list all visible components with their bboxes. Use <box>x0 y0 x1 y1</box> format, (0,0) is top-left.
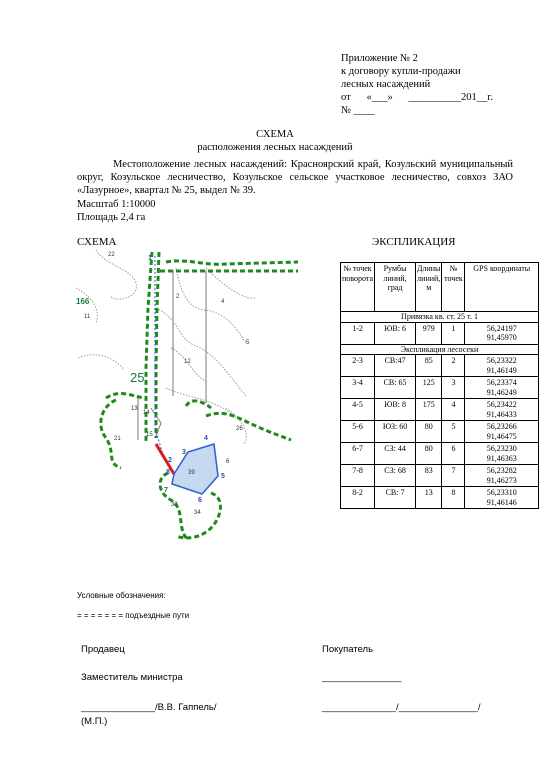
gps-lat: 56,23230 <box>486 444 517 453</box>
cell-pt: 1 <box>442 322 465 344</box>
table-row <box>341 355 539 377</box>
cell-rumb: ЮВ: 6 <box>375 322 416 344</box>
col-header: № точек поворота <box>341 263 375 312</box>
cell-len: 979 <box>416 322 442 344</box>
cell-seg: 7-8 <box>341 465 375 487</box>
location-paragraph: Местоположение лесных насаждений: Красноярский край, Козульский муниципальный округ, Козульское лесничество, Козульское сельское участковое лесничество, совхоз ЗАО «Лазурное», квартал № 25, выдел № 39. <box>77 159 513 196</box>
parcel-label: 2 <box>176 294 180 300</box>
plot-label: 39 <box>188 470 195 476</box>
cell-pt: 8 <box>442 487 465 509</box>
forest-map <box>76 248 298 544</box>
buyer-signature: ______________/_______________/ <box>322 702 481 713</box>
parcel-labels <box>84 252 250 516</box>
table-row <box>341 465 539 487</box>
gps-lon: 91,46146 <box>486 497 517 507</box>
cell-gps <box>465 377 539 399</box>
document-title: СХЕМА <box>256 129 294 140</box>
cell-gps <box>465 465 539 487</box>
cell-seg: 1-2 <box>341 322 375 344</box>
seller-position: Заместитель министра <box>81 672 183 683</box>
cell-seg: 8-2 <box>341 487 375 509</box>
table-row <box>341 377 539 399</box>
gps-lon: 91,46475 <box>486 431 517 441</box>
area-text: Площадь 2,4 га <box>77 212 146 223</box>
parcel-label: 33 <box>171 502 178 508</box>
cell-pt: 2 <box>442 355 465 377</box>
cell-rumb: СЗ: 44 <box>375 443 416 465</box>
point-label: 1 <box>148 255 152 262</box>
gps-lat: 56,24197 <box>486 323 517 333</box>
cutting-plot <box>172 444 218 494</box>
parcel-label: 21 <box>114 436 121 442</box>
seller-label: Продавец <box>81 644 125 655</box>
cell-len: 83 <box>416 465 442 487</box>
cell-len: 80 <box>416 421 442 443</box>
cell-rumb: СВ: 7 <box>375 487 416 509</box>
gps-lat: 56,23322 <box>486 356 517 365</box>
cell-gps <box>465 322 539 344</box>
gps-lon: 91,46249 <box>486 387 517 397</box>
cell-pt: 4 <box>442 399 465 421</box>
cell-len: 80 <box>416 443 442 465</box>
point-label: 7 <box>164 487 168 494</box>
neighbor-quarter: 166 <box>76 297 90 306</box>
cut-section-title: Экспликация лесосеки <box>341 344 539 355</box>
cell-len: 125 <box>416 377 442 399</box>
appendix-contract: к договору купли-продажи <box>341 66 461 77</box>
gps-lat: 56,23282 <box>486 466 517 475</box>
quarter-number: 25 <box>130 370 145 385</box>
cell-pt: 3 <box>442 377 465 399</box>
binding-rows <box>341 322 539 344</box>
cell-len: 13 <box>416 487 442 509</box>
cell-rumb: СВ: 65 <box>375 377 416 399</box>
col-header: Румбы линий, град <box>375 263 416 312</box>
document-subtitle: расположения лесных насаждений <box>197 142 353 153</box>
table-row <box>341 399 539 421</box>
cell-seg: 2-3 <box>341 355 375 377</box>
gps-lat: 56,23422 <box>486 400 517 409</box>
point-label: 2 <box>168 457 172 464</box>
buyer-label: Покупатель <box>322 644 374 655</box>
appendix-header <box>341 52 493 117</box>
stamp-place: (М.П.) <box>81 716 108 727</box>
scheme-label: СХЕМА <box>77 236 117 248</box>
gps-lon: 91,46273 <box>486 475 517 485</box>
col-header: Длины линий, м <box>416 263 442 312</box>
appendix-date: от «___» __________201__г. <box>341 92 493 103</box>
parcel-label: 34 <box>194 510 201 516</box>
cell-rumb: ЮЗ: 60 <box>375 421 416 443</box>
gps-lon: 91,46433 <box>486 409 517 419</box>
table-row <box>341 487 539 509</box>
col-header: GPS координаты <box>465 263 539 312</box>
cell-rumb: СЗ: 68 <box>375 465 416 487</box>
parcel-label: 13 <box>131 406 138 412</box>
cell-seg: 5-6 <box>341 421 375 443</box>
explication-label: ЭКСПЛИКАЦИЯ <box>372 236 456 248</box>
appendix-subject: лесных насаждений <box>341 79 431 90</box>
explication-table <box>340 262 539 509</box>
gps-lon: 91,46363 <box>486 453 517 463</box>
appendix-number: Приложение № 2 <box>341 53 418 64</box>
cell-gps <box>465 399 539 421</box>
cell-len: 85 <box>416 355 442 377</box>
parcel-label: 22 <box>108 252 115 258</box>
parcel-label: 15 <box>146 432 153 438</box>
table-row <box>341 421 539 443</box>
gps-lon: 91,46149 <box>486 365 517 375</box>
scale-text: Масштаб 1:10000 <box>77 199 156 210</box>
cell-len: 175 <box>416 399 442 421</box>
seller-signature: ______________/В.В. Гаппель/ <box>81 702 217 713</box>
parcel-label: 26 <box>236 426 243 432</box>
appendix-doc-number: № ____ <box>341 105 375 116</box>
table-row <box>341 443 539 465</box>
table-row <box>341 322 539 344</box>
cut-rows <box>341 355 539 509</box>
parcel-label: 11 <box>84 314 91 320</box>
parcel-label: 5 <box>246 340 250 346</box>
cell-seg: 3-4 <box>341 377 375 399</box>
parcel-label: 12 <box>184 359 191 365</box>
cell-pt: 5 <box>442 421 465 443</box>
point-label: 5 <box>221 473 225 480</box>
cell-rumb: ЮВ: 8 <box>375 399 416 421</box>
cell-gps <box>465 355 539 377</box>
point-label: 8 <box>166 469 170 476</box>
gps-lat: 56,23374 <box>486 378 517 387</box>
gps-lat: 56,23310 <box>486 488 517 497</box>
table-header-row <box>341 263 539 312</box>
cell-gps <box>465 421 539 443</box>
gps-lon: 91,45970 <box>486 333 517 342</box>
point-label: 3 <box>182 449 186 456</box>
parcel-label: 4 <box>221 299 225 305</box>
buyer-position-line: _______________ <box>322 672 402 683</box>
point-label: 4 <box>204 435 208 442</box>
parcel-label: 14 <box>143 410 150 416</box>
binding-section-title: Привязка кв. ст. 25 т. 1 <box>341 312 539 323</box>
cell-rumb: СВ:47 <box>375 355 416 377</box>
point-label: 6 <box>198 497 202 504</box>
cell-gps <box>465 443 539 465</box>
col-header: № точек <box>442 263 465 312</box>
cell-pt: 6 <box>442 443 465 465</box>
cell-pt: 7 <box>442 465 465 487</box>
legend-item: = = = = = = = подъездные пути <box>77 611 190 620</box>
cell-seg: 4-5 <box>341 399 375 421</box>
legend-title: Условные обозначения: <box>77 591 166 600</box>
parcel-label: 6 <box>226 459 230 465</box>
cell-seg: 6-7 <box>341 443 375 465</box>
cell-gps <box>465 487 539 509</box>
gps-lat: 56,23266 <box>486 422 517 431</box>
